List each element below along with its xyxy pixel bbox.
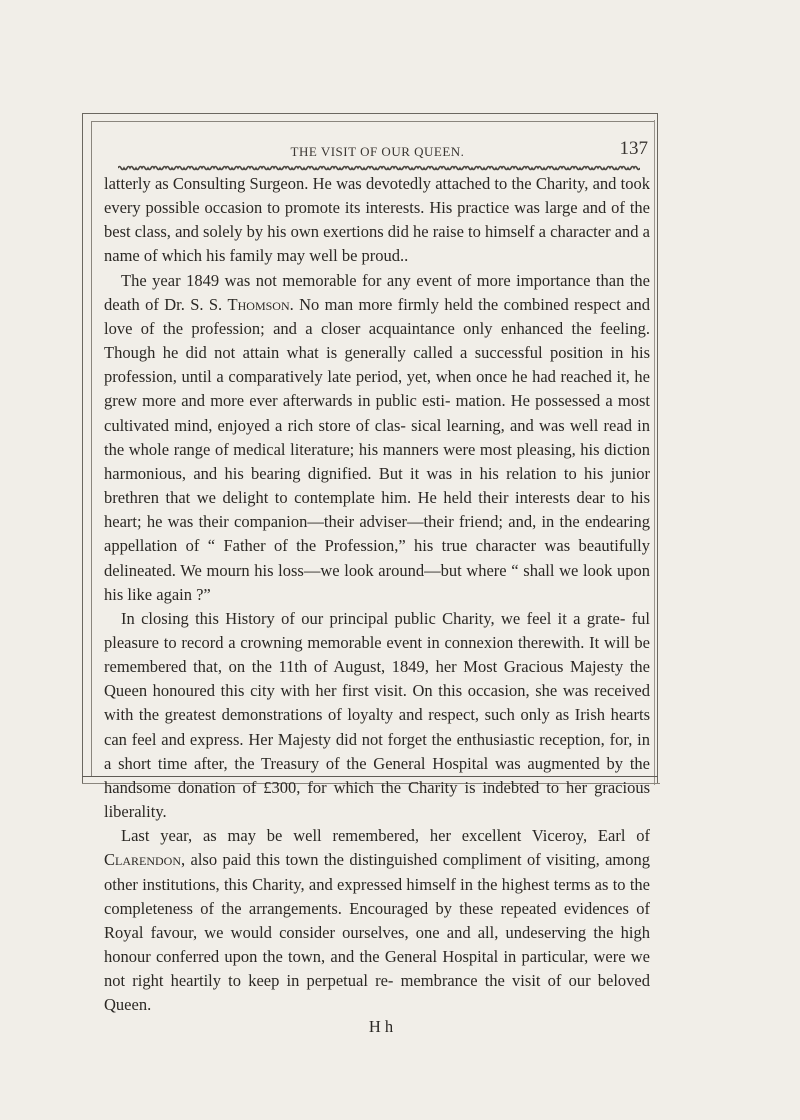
text-run: latterly as Consulting Surgeon. He was devotedly attached to the Charity, and took every possible occasion to promote its interests. His practice was large and of the best class, and solely by his own exertions did he raise to himself a character and a name of which his family may well be proud.. [104,174,650,266]
text-run: , also paid this town the distinguished compliment of visiting, among other institutions, this Charity, and expressed himself in the highest terms as to the completeness of the arrangements. Encouraged by these repeated evidences of Royal favour, we would consider ourselves, one and all, undeserving the high honour conferred upon the town, and the General Hospital in particular, were we not right heartily to keep in perpetual re- membrance the visit of our beloved Queen. [104,850,650,1015]
running-head [105,138,650,164]
page-number: 137 [619,138,648,159]
body-text [104,172,650,1037]
paragraph-p1 [104,172,650,269]
text-run: In closing this History of our principal public Charity, we feel it a grate- ful pleasure to record a crowning memorable event in connexion therewith. It will be remembered that, on the 11th of August, 1849, her Most Gracious Majesty the Queen honoured this city with her first visit. On this occasion, she was received with the greatest demonstrations of loyalty and respect, such only as Irish hearts can feel and express. Her Majesty did not forget the enthusiastic reception, for, in a short time after, the Treasury of the General Hospital was augmented by the handsome donation of £300, for which the Charity is indebted to her gracious liberality. [104,608,650,822]
printer-signature-mark: H h [368,1017,394,1037]
text-run: . No man more firmly held the combined respect and love of the profession; and a closer acquaintance only enhanced the feeling. Though he did not attain what is generally called a successful position in his profession, until a comparatively late period, yet, when once he had reached it, he grew more and more ever afterwards in public esti- mation. He possessed a most cultivated mind, enjoyed a rich store of clas- sical learning, and was well read in the whole range of medical literature; his manners were most pleasing, his diction harmonious, and his bearing dignified. But it was in his relation to his junior brethren that we delight to contemplate him. He held their interests dear to his heart; he was their companion—their adviser—their friend; and, in the endearing appellation of “ Father of the Profession,” his true character was beautifully delineated. We mourn his loss—we look around—but where “ shall we look upon his like again ?” [104,294,650,604]
paragraph-p3 [104,607,650,824]
paragraph-p4 [104,824,650,1017]
paragraph-p2 [104,269,650,607]
text-run: Last year, as may be well remembered, her excellent Viceroy, Earl of [121,826,650,846]
wavy-rule-ornament [118,164,640,172]
name-small-caps: Clarendon [104,850,181,870]
running-title: THE VISIT OF OUR QUEEN. [290,144,465,159]
text-run: The year 1849 was not memorable for any event of more importance than the death of Dr. S. S. [104,270,650,314]
page-border-right [654,120,655,785]
name-small-caps: Thomson [227,294,290,314]
